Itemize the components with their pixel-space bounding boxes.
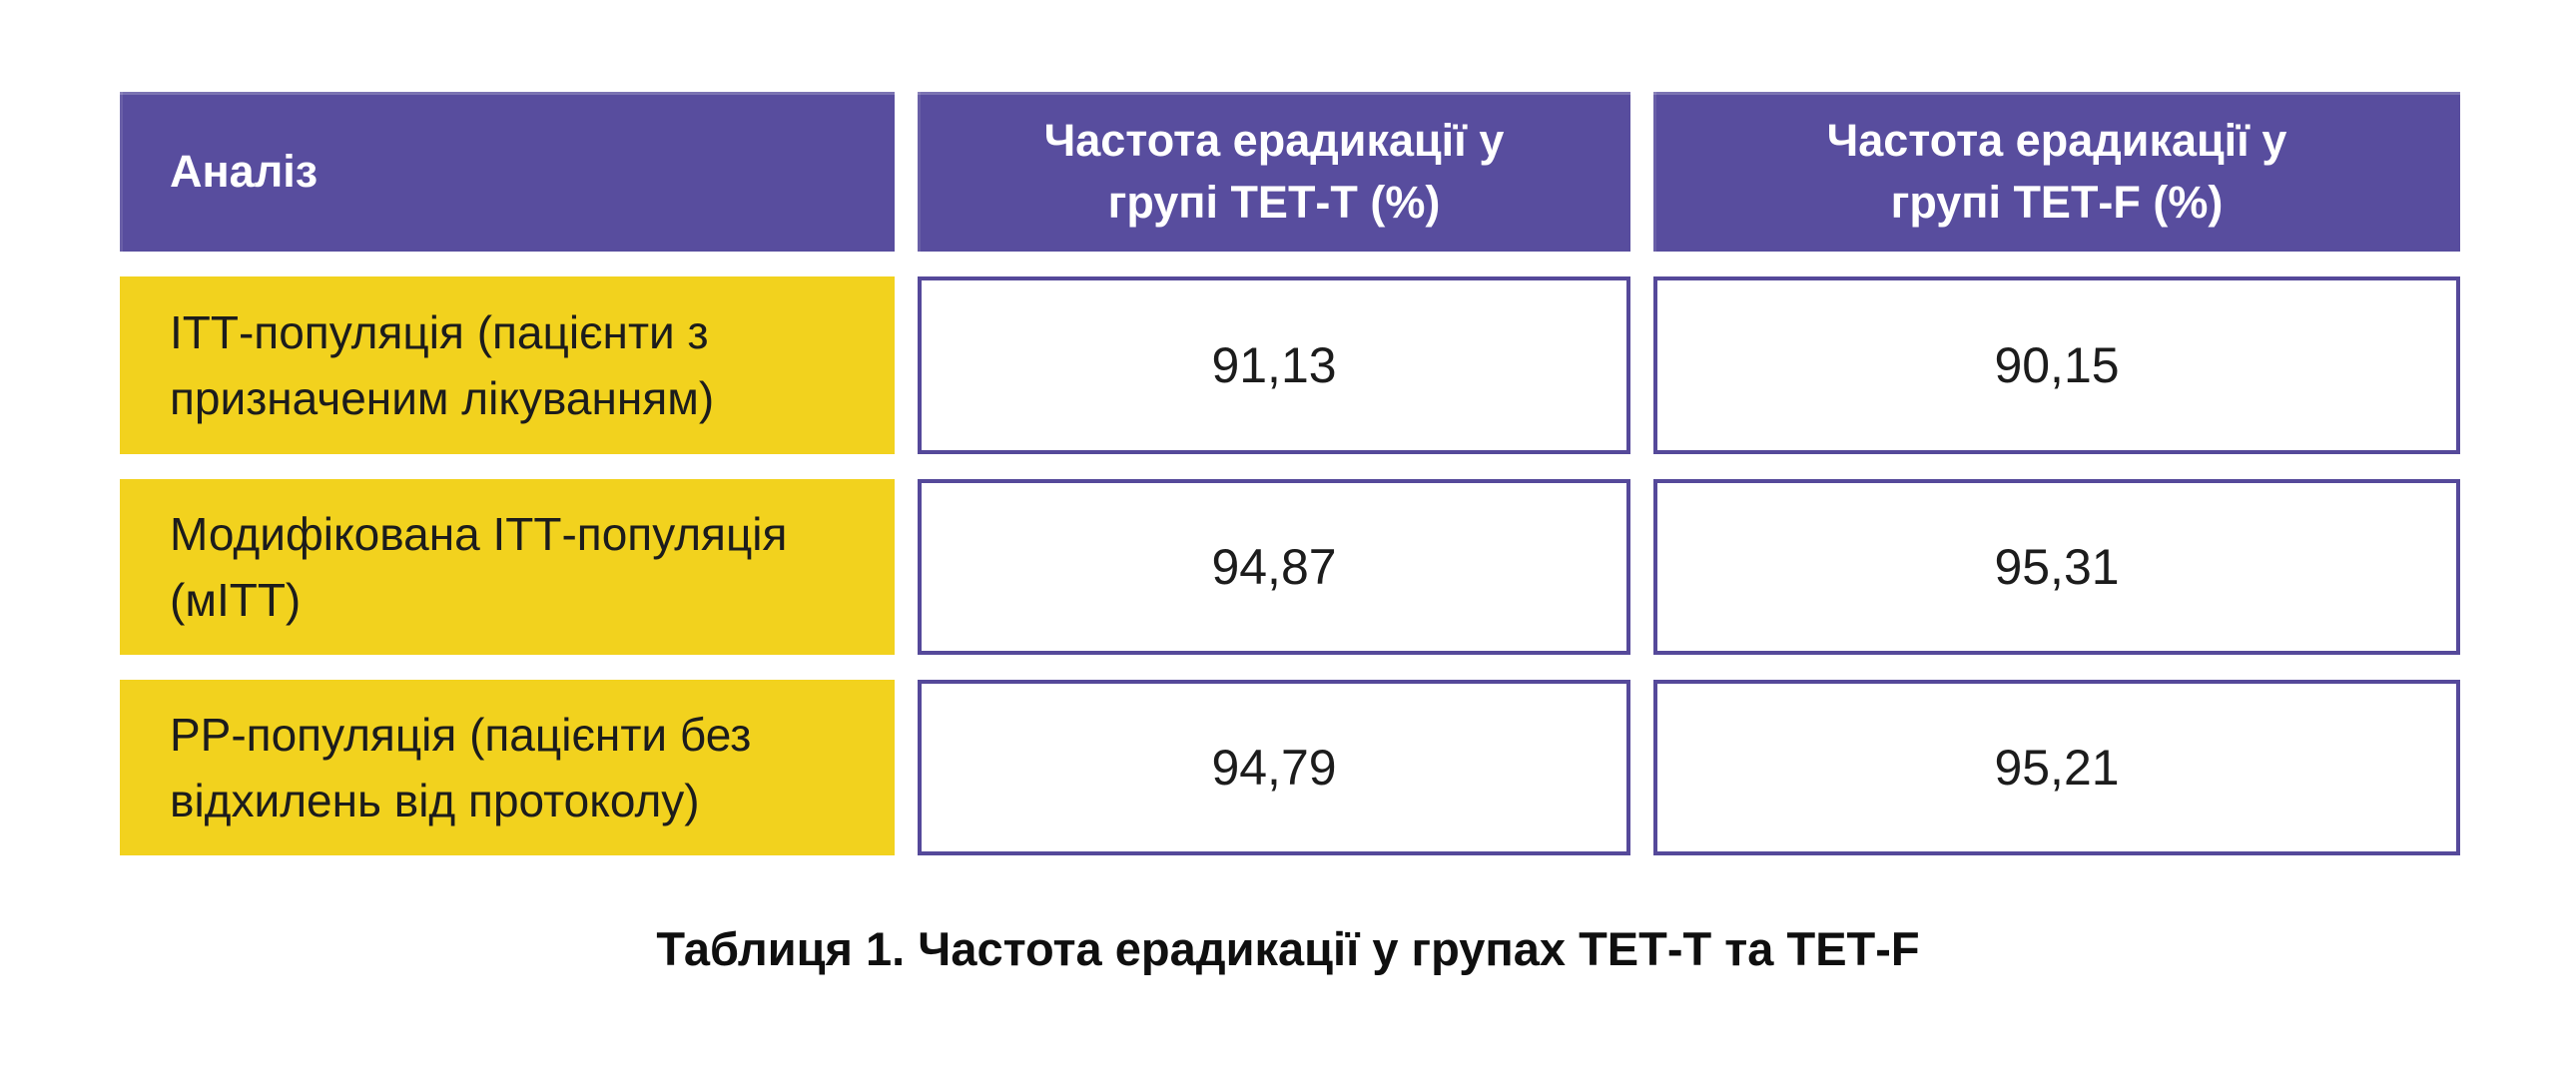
row-pp-tet-t-number: 94,79 [1211,740,1337,796]
header-cell-analysis [120,92,895,252]
row-itt-analysis-cell [120,276,895,454]
header-tet-t-line2: групі ТЕТ-Т (%) [1107,177,1441,228]
header-tet-f-line1: Частота ерадикації у [1826,115,2287,166]
row-pp-analysis-line1: РР-популяція (пацієнти без [170,709,752,761]
header-cell-tet-f [1653,92,2460,252]
row-itt-tet-t-number: 91,13 [1211,337,1337,393]
row-mitt-tet-f-number: 95,31 [1994,539,2120,595]
header-tet-t-line1: Частота ерадикації у [1043,115,1505,166]
row-itt-tet-t-value [918,276,1630,454]
row-pp-tet-f-number: 95,21 [1994,740,2120,796]
row-pp-tet-f-value [1653,680,2460,855]
row-mitt-tet-f-value [1653,479,2460,655]
row-mitt-analysis-line2: (мІТТ) [170,574,302,626]
row-itt-tet-f-number: 90,15 [1994,337,2120,393]
row-itt-analysis-line1: ІТТ-популяція (пацієнти з [170,306,709,358]
eradication-table [120,92,2460,855]
row-mitt-analysis-line1: Модифікована ІТТ-популяція [170,508,788,560]
header-analysis-label: Аналіз [170,146,319,197]
row-pp-analysis-cell [120,680,895,855]
header-tet-f-line2: групі ТЕТ-F (%) [1890,177,2224,228]
row-itt-analysis-line2: призначеним лікуванням) [170,372,715,424]
row-mitt-tet-t-value [918,479,1630,655]
header-cell-tet-t [918,92,1630,252]
table-caption: Таблиця 1. Частота ерадикації у групах ТЕТ-Т та ТЕТ-F [656,922,1920,975]
row-mitt-analysis-cell [120,479,895,655]
row-pp-analysis-line2: відхилень від протоколу) [170,775,700,826]
row-mitt-tet-t-number: 94,87 [1211,539,1337,595]
row-pp-tet-t-value [918,680,1630,855]
row-itt-tet-f-value [1653,276,2460,454]
